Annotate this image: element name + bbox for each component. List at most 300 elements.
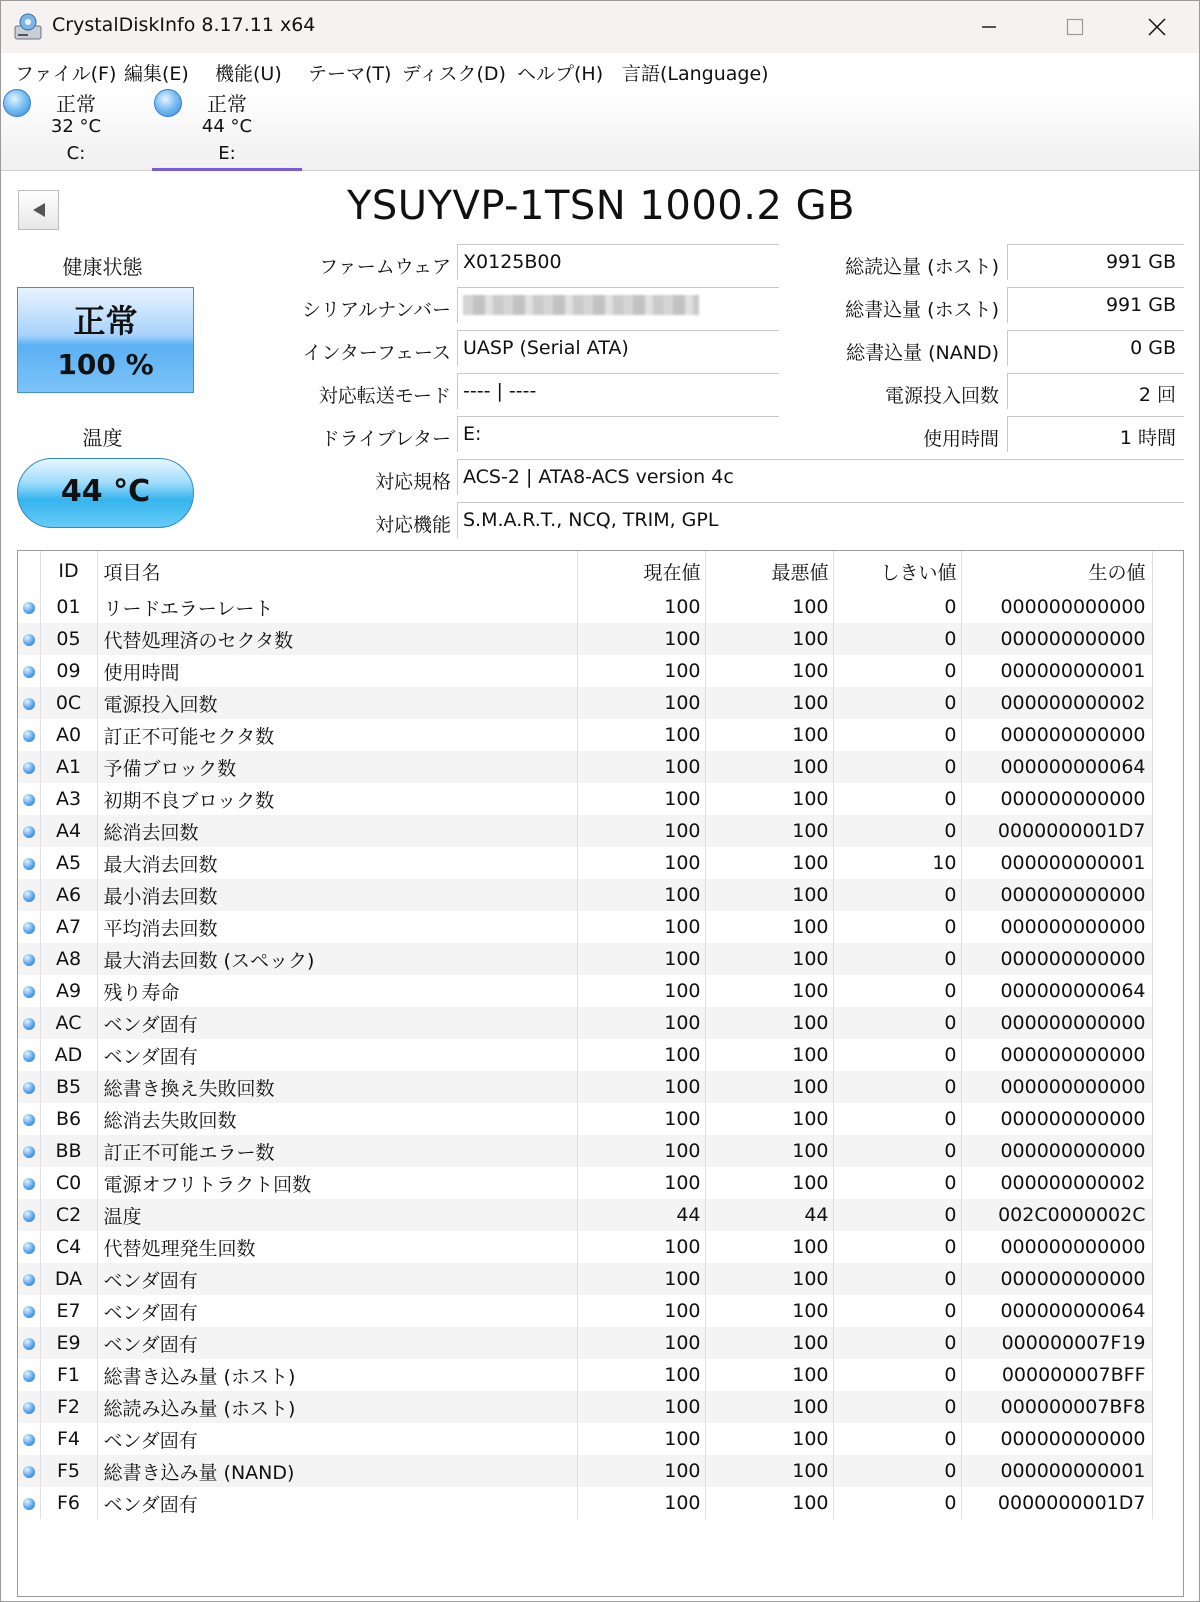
- status-good-icon: [23, 858, 35, 870]
- menu-disk[interactable]: ディスク(D): [402, 63, 506, 85]
- smart-name: 電源オフリトラクト回数: [97, 1167, 577, 1199]
- smart-raw: 000000000000: [961, 1039, 1152, 1071]
- smart-worst: 100: [705, 655, 833, 687]
- smart-name: ベンダ固有: [97, 1263, 577, 1295]
- smart-id: AC: [40, 1007, 97, 1039]
- smart-raw: 002C0000002C: [961, 1199, 1152, 1231]
- status-good-icon: [23, 634, 35, 646]
- disk-model-title: YSUYVP-1TSN 1000.2 GB: [346, 183, 856, 229]
- smart-worst: 100: [705, 751, 833, 783]
- disk-selector-bar: [1, 87, 1199, 171]
- smart-threshold: 0: [833, 1071, 961, 1103]
- status-cell: [18, 1487, 40, 1519]
- smart-current: 44: [577, 1199, 705, 1231]
- table-row[interactable]: [18, 719, 1152, 751]
- smart-threshold: 0: [833, 655, 961, 687]
- status-good-icon: [23, 1306, 35, 1318]
- disk-status: 正常: [207, 92, 247, 116]
- smart-id: A3: [40, 783, 97, 815]
- smart-worst: 100: [705, 1231, 833, 1263]
- status-good-icon: [23, 730, 35, 742]
- smart-name: ベンダ固有: [97, 1327, 577, 1359]
- table-row[interactable]: [18, 1455, 1152, 1487]
- smart-threshold: 0: [833, 1167, 961, 1199]
- status-good-icon: [23, 1242, 35, 1254]
- features-label: 対応機能: [374, 514, 451, 536]
- status-cell: [18, 847, 40, 879]
- close-icon: [1147, 17, 1167, 37]
- status-good-icon: [23, 602, 35, 614]
- smart-name: 総消去回数: [97, 815, 577, 847]
- smart-current: 100: [577, 1487, 705, 1519]
- status-cell: [18, 719, 40, 751]
- smart-raw: 000000000000: [961, 783, 1152, 815]
- smart-id: B5: [40, 1071, 97, 1103]
- table-row[interactable]: [18, 1071, 1152, 1103]
- smart-worst: 100: [705, 1295, 833, 1327]
- smart-current: 100: [577, 1039, 705, 1071]
- smart-worst: 100: [705, 623, 833, 655]
- smart-id: F2: [40, 1391, 97, 1423]
- status-good-icon: [23, 986, 35, 998]
- status-cell: [18, 591, 40, 623]
- smart-raw: 000000000002: [961, 1167, 1152, 1199]
- smart-raw: 000000000000: [961, 943, 1152, 975]
- smart-threshold: 0: [833, 815, 961, 847]
- smart-raw: 000000000000: [961, 1103, 1152, 1135]
- smart-name: 代替処理済のセクタ数: [97, 623, 577, 655]
- smart-current: 100: [577, 1071, 705, 1103]
- smart-threshold: 0: [833, 1487, 961, 1519]
- smart-raw: 000000000001: [961, 847, 1152, 879]
- smart-id: E7: [40, 1295, 97, 1327]
- smart-worst: 100: [705, 1487, 833, 1519]
- maximize-icon: [1066, 18, 1084, 36]
- status-good-icon: [23, 1434, 35, 1446]
- smart-raw: 000000000064: [961, 1295, 1152, 1327]
- smart-current: 100: [577, 719, 705, 751]
- status-good-icon: [23, 1178, 35, 1190]
- smart-id: C4: [40, 1231, 97, 1263]
- smart-raw: 000000000000: [961, 719, 1152, 751]
- smart-id: A8: [40, 943, 97, 975]
- smart-current: 100: [577, 847, 705, 879]
- smart-worst: 100: [705, 1263, 833, 1295]
- status-cell: [18, 783, 40, 815]
- smart-id: F4: [40, 1423, 97, 1455]
- header-id[interactable]: ID: [40, 551, 97, 591]
- smart-current: 100: [577, 1327, 705, 1359]
- smart-worst: 100: [705, 879, 833, 911]
- smart-name: ベンダ固有: [97, 1295, 577, 1327]
- smart-current: 100: [577, 655, 705, 687]
- menu-edit[interactable]: 編集(E): [124, 63, 189, 85]
- status-good-icon: [23, 1114, 35, 1126]
- table-row[interactable]: [18, 591, 1152, 623]
- status-cell: [18, 687, 40, 719]
- table-row[interactable]: [18, 1231, 1152, 1263]
- smart-worst: 100: [705, 1071, 833, 1103]
- transfer-mode-label: 対応転送モード: [318, 385, 451, 407]
- table-row[interactable]: [18, 815, 1152, 847]
- smart-current: 100: [577, 815, 705, 847]
- smart-worst: 100: [705, 815, 833, 847]
- smart-id: A4: [40, 815, 97, 847]
- table-row[interactable]: [18, 751, 1152, 783]
- previous-disk-button[interactable]: [18, 190, 59, 230]
- status-good-icon: [23, 890, 35, 902]
- health-status-box[interactable]: [17, 287, 194, 393]
- power-on-count-value: 2 回: [1007, 373, 1184, 409]
- smart-raw: 000000000000: [961, 911, 1152, 943]
- smart-worst: 100: [705, 1327, 833, 1359]
- status-good-icon: [23, 1402, 35, 1414]
- smart-current: 100: [577, 1007, 705, 1039]
- smart-id: AD: [40, 1039, 97, 1071]
- smart-raw: 000000007BF8: [961, 1391, 1152, 1423]
- smart-worst: 100: [705, 1039, 833, 1071]
- disk-tab-e[interactable]: [152, 87, 302, 171]
- status-good-icon: [23, 922, 35, 934]
- table-row[interactable]: [18, 911, 1152, 943]
- header-threshold[interactable]: しきい値: [833, 551, 961, 591]
- firmware-label: ファームウェア: [319, 256, 451, 278]
- smart-raw: 0000000001D7: [961, 815, 1152, 847]
- host-writes-value: 991 GB: [1007, 287, 1184, 323]
- table-row[interactable]: [18, 1487, 1152, 1519]
- power-on-count-label: 電源投入回数: [884, 385, 999, 407]
- table-row[interactable]: [18, 1391, 1152, 1423]
- maximize-button[interactable]: [1055, 9, 1095, 45]
- smart-raw: 000000007F19: [961, 1327, 1152, 1359]
- status-cell: [18, 975, 40, 1007]
- table-row[interactable]: [18, 1327, 1152, 1359]
- smart-name: 総書き込み量 (NAND): [97, 1455, 577, 1487]
- header-status: [18, 551, 40, 591]
- smart-name: ベンダ固有: [97, 1039, 577, 1071]
- table-row[interactable]: [18, 1167, 1152, 1199]
- disk-status: 正常: [56, 92, 96, 116]
- smart-name: 訂正不可能セクタ数: [97, 719, 577, 751]
- menu-language[interactable]: 言語(Language): [622, 63, 769, 85]
- smart-name: 総書き込み量 (ホスト): [97, 1359, 577, 1391]
- smart-current: 100: [577, 943, 705, 975]
- serial-value: [457, 287, 779, 323]
- table-row[interactable]: [18, 975, 1152, 1007]
- smart-name: 最大消去回数: [97, 847, 577, 879]
- smart-id: C0: [40, 1167, 97, 1199]
- smart-threshold: 0: [833, 975, 961, 1007]
- smart-raw: 000000000000: [961, 1423, 1152, 1455]
- smart-id: A5: [40, 847, 97, 879]
- smart-name: 使用時間: [97, 655, 577, 687]
- smart-name: 予備ブロック数: [97, 751, 577, 783]
- smart-threshold: 0: [833, 591, 961, 623]
- smart-threshold: 0: [833, 943, 961, 975]
- smart-threshold: 0: [833, 1103, 961, 1135]
- smart-name: 初期不良ブロック数: [97, 783, 577, 815]
- smart-worst: 100: [705, 1423, 833, 1455]
- smart-raw: 000000000000: [961, 1007, 1152, 1039]
- smart-raw: 000000000000: [961, 1263, 1152, 1295]
- serial-redacted: [463, 295, 699, 315]
- status-cell: [18, 655, 40, 687]
- serial-label: シリアルナンバー: [302, 299, 451, 321]
- nand-writes-label: 総書込量 (NAND): [846, 342, 999, 364]
- smart-threshold: 0: [833, 1455, 961, 1487]
- status-cell: [18, 1135, 40, 1167]
- header-raw[interactable]: 生の値: [961, 551, 1152, 591]
- status-cell: [18, 1071, 40, 1103]
- smart-name: 最大消去回数 (スペック): [97, 943, 577, 975]
- status-cell: [18, 879, 40, 911]
- status-cell: [18, 1359, 40, 1391]
- host-reads-label: 総読込量 (ホスト): [845, 256, 999, 278]
- header-name[interactable]: 項目名: [97, 551, 577, 591]
- disk-temperature: 44 °C: [201, 116, 253, 137]
- smart-threshold: 0: [833, 1263, 961, 1295]
- table-row[interactable]: [18, 847, 1152, 879]
- host-writes-label: 総書込量 (ホスト): [845, 299, 999, 321]
- smart-current: 100: [577, 1263, 705, 1295]
- status-cell: [18, 1039, 40, 1071]
- status-cell: [18, 1295, 40, 1327]
- smart-raw: 000000000002: [961, 687, 1152, 719]
- smart-worst: 100: [705, 911, 833, 943]
- smart-name: 電源投入回数: [97, 687, 577, 719]
- smart-threshold: 0: [833, 1135, 961, 1167]
- app-disk-icon: [13, 12, 43, 42]
- smart-id: 0C: [40, 687, 97, 719]
- smart-raw: 000000000001: [961, 1455, 1152, 1487]
- smart-raw: 000000000064: [961, 751, 1152, 783]
- smart-name: ベンダ固有: [97, 1487, 577, 1519]
- status-good-icon: [23, 762, 35, 774]
- status-good-icon: [23, 666, 35, 678]
- host-reads-value: 991 GB: [1007, 244, 1184, 280]
- smart-worst: 100: [705, 975, 833, 1007]
- smart-name: 平均消去回数: [97, 911, 577, 943]
- smart-name: 訂正不可能エラー数: [97, 1135, 577, 1167]
- table-row[interactable]: [18, 1103, 1152, 1135]
- smart-raw: 000000000064: [961, 975, 1152, 1007]
- close-button[interactable]: [1137, 9, 1177, 45]
- smart-threshold: 0: [833, 1039, 961, 1071]
- table-row[interactable]: [18, 655, 1152, 687]
- table-row[interactable]: [18, 943, 1152, 975]
- smart-current: 100: [577, 1135, 705, 1167]
- status-good-icon: [23, 1338, 35, 1350]
- arrow-left-icon: [30, 201, 48, 219]
- status-good-icon: [23, 1274, 35, 1286]
- table-row[interactable]: [18, 1359, 1152, 1391]
- smart-current: 100: [577, 1359, 705, 1391]
- menu-bar: [1, 53, 1199, 87]
- table-row[interactable]: [18, 1295, 1152, 1327]
- smart-threshold: 0: [833, 623, 961, 655]
- smart-id: E9: [40, 1327, 97, 1359]
- smart-worst: 100: [705, 591, 833, 623]
- status-good-icon: [23, 1498, 35, 1510]
- smart-threshold: 0: [833, 687, 961, 719]
- smart-id: 01: [40, 591, 97, 623]
- status-cell: [18, 751, 40, 783]
- temperature-label: 温度: [82, 426, 123, 450]
- table-row[interactable]: [18, 1039, 1152, 1071]
- smart-id: DA: [40, 1263, 97, 1295]
- smart-worst: 100: [705, 783, 833, 815]
- temperature-box[interactable]: [17, 458, 194, 528]
- smart-threshold: 0: [833, 911, 961, 943]
- smart-name: 残り寿命: [97, 975, 577, 1007]
- smart-threshold: 0: [833, 1199, 961, 1231]
- status-good-icon: [23, 698, 35, 710]
- smart-name: ベンダ固有: [97, 1423, 577, 1455]
- status-cell: [18, 943, 40, 975]
- smart-raw: 000000000000: [961, 591, 1152, 623]
- smart-current: 100: [577, 1103, 705, 1135]
- firmware-value: X0125B00: [457, 244, 779, 280]
- status-cell: [18, 1423, 40, 1455]
- menu-theme[interactable]: テーマ(T): [308, 63, 392, 85]
- status-cell: [18, 815, 40, 847]
- temperature-value: 44 °C: [60, 474, 151, 509]
- smart-id: F5: [40, 1455, 97, 1487]
- status-good-icon: [23, 954, 35, 966]
- status-good-icon: [23, 794, 35, 806]
- status-cell: [18, 1455, 40, 1487]
- disk-tab-c[interactable]: [1, 87, 151, 171]
- table-row[interactable]: [18, 783, 1152, 815]
- smart-worst: 100: [705, 847, 833, 879]
- table-row[interactable]: [18, 1263, 1152, 1295]
- power-on-hours-label: 使用時間: [922, 428, 999, 450]
- health-status: 正常: [73, 302, 138, 340]
- table-row[interactable]: [18, 1199, 1152, 1231]
- drive-letter-label: ドライブレター: [320, 428, 451, 450]
- status-cell: [18, 1103, 40, 1135]
- title-bar[interactable]: [1, 1, 1199, 53]
- smart-id: 09: [40, 655, 97, 687]
- minimize-button[interactable]: [969, 9, 1009, 45]
- nand-writes-value: 0 GB: [1007, 330, 1184, 366]
- status-cell: [18, 1199, 40, 1231]
- smart-raw: 000000000000: [961, 1071, 1152, 1103]
- status-cell: [18, 911, 40, 943]
- drive-letter-value: E:: [457, 416, 779, 452]
- menu-function[interactable]: 機能(U): [215, 63, 282, 85]
- smart-threshold: 0: [833, 1327, 961, 1359]
- smart-worst: 100: [705, 1455, 833, 1487]
- smart-threshold: 0: [833, 719, 961, 751]
- smart-worst: 100: [705, 1007, 833, 1039]
- smart-worst: 100: [705, 1359, 833, 1391]
- smart-name: 総消去失敗回数: [97, 1103, 577, 1135]
- smart-current: 100: [577, 1455, 705, 1487]
- smart-name: 最小消去回数: [97, 879, 577, 911]
- smart-id: A7: [40, 911, 97, 943]
- smart-name: 温度: [97, 1199, 577, 1231]
- status-good-icon: [23, 1018, 35, 1030]
- smart-raw: 000000000000: [961, 1231, 1152, 1263]
- smart-name: リードエラーレート: [97, 591, 577, 623]
- status-cell: [18, 1167, 40, 1199]
- smart-raw: 000000007BFF: [961, 1359, 1152, 1391]
- smart-threshold: 0: [833, 751, 961, 783]
- smart-name: 総書き換え失敗回数: [97, 1071, 577, 1103]
- smart-current: 100: [577, 911, 705, 943]
- smart-current: 100: [577, 751, 705, 783]
- menu-help[interactable]: ヘルプ(H): [517, 63, 604, 85]
- health-label: 健康状態: [62, 255, 143, 279]
- smart-name: ベンダ固有: [97, 1007, 577, 1039]
- status-cell: [18, 1007, 40, 1039]
- smart-attributes-table[interactable]: [17, 550, 1184, 1597]
- smart-id: C2: [40, 1199, 97, 1231]
- standard-label: 対応規格: [374, 471, 451, 493]
- status-good-icon: [23, 1466, 35, 1478]
- smart-threshold: 0: [833, 1007, 961, 1039]
- smart-id: F1: [40, 1359, 97, 1391]
- status-cell: [18, 623, 40, 655]
- smart-current: 100: [577, 623, 705, 655]
- smart-threshold: 10: [833, 847, 961, 879]
- standard-value: ACS-2 | ATA8-ACS version 4c: [457, 459, 1184, 495]
- smart-current: 100: [577, 1295, 705, 1327]
- health-percent: 100 %: [57, 348, 154, 381]
- smart-threshold: 0: [833, 879, 961, 911]
- table-header-row: [18, 551, 1152, 591]
- smart-worst: 44: [705, 1199, 833, 1231]
- smart-worst: 100: [705, 1167, 833, 1199]
- status-cell: [18, 1231, 40, 1263]
- header-worst[interactable]: 最悪値: [705, 551, 833, 591]
- smart-current: 100: [577, 1167, 705, 1199]
- table-row[interactable]: [18, 687, 1152, 719]
- smart-name: 総読み込み量 (ホスト): [97, 1391, 577, 1423]
- table-row[interactable]: [18, 1135, 1152, 1167]
- status-good-icon: [23, 1050, 35, 1062]
- smart-current: 100: [577, 591, 705, 623]
- status-cell: [18, 1391, 40, 1423]
- smart-threshold: 0: [833, 783, 961, 815]
- header-current[interactable]: 現在値: [577, 551, 705, 591]
- power-on-hours-value: 1 時間: [1007, 416, 1184, 452]
- disk-temperature: 32 °C: [50, 116, 102, 137]
- status-cell: [18, 1263, 40, 1295]
- smart-current: 100: [577, 1231, 705, 1263]
- smart-id: A6: [40, 879, 97, 911]
- menu-file[interactable]: ファイル(F): [15, 63, 117, 85]
- smart-id: B6: [40, 1103, 97, 1135]
- table-row[interactable]: [18, 879, 1152, 911]
- status-good-icon: [23, 1370, 35, 1382]
- smart-threshold: 0: [833, 1359, 961, 1391]
- table-row[interactable]: [18, 1423, 1152, 1455]
- smart-worst: 100: [705, 1103, 833, 1135]
- table-row[interactable]: [18, 1007, 1152, 1039]
- smart-raw: 000000000000: [961, 623, 1152, 655]
- features-value: S.M.A.R.T., NCQ, TRIM, GPL: [457, 502, 1184, 538]
- disk-drive-letter: C:: [66, 143, 86, 164]
- smart-worst: 100: [705, 719, 833, 751]
- smart-worst: 100: [705, 943, 833, 975]
- smart-threshold: 0: [833, 1423, 961, 1455]
- window-title: CrystalDiskInfo 8.17.11 x64: [52, 14, 316, 36]
- table-row[interactable]: [18, 623, 1152, 655]
- smart-raw: 000000000000: [961, 1135, 1152, 1167]
- smart-id: BB: [40, 1135, 97, 1167]
